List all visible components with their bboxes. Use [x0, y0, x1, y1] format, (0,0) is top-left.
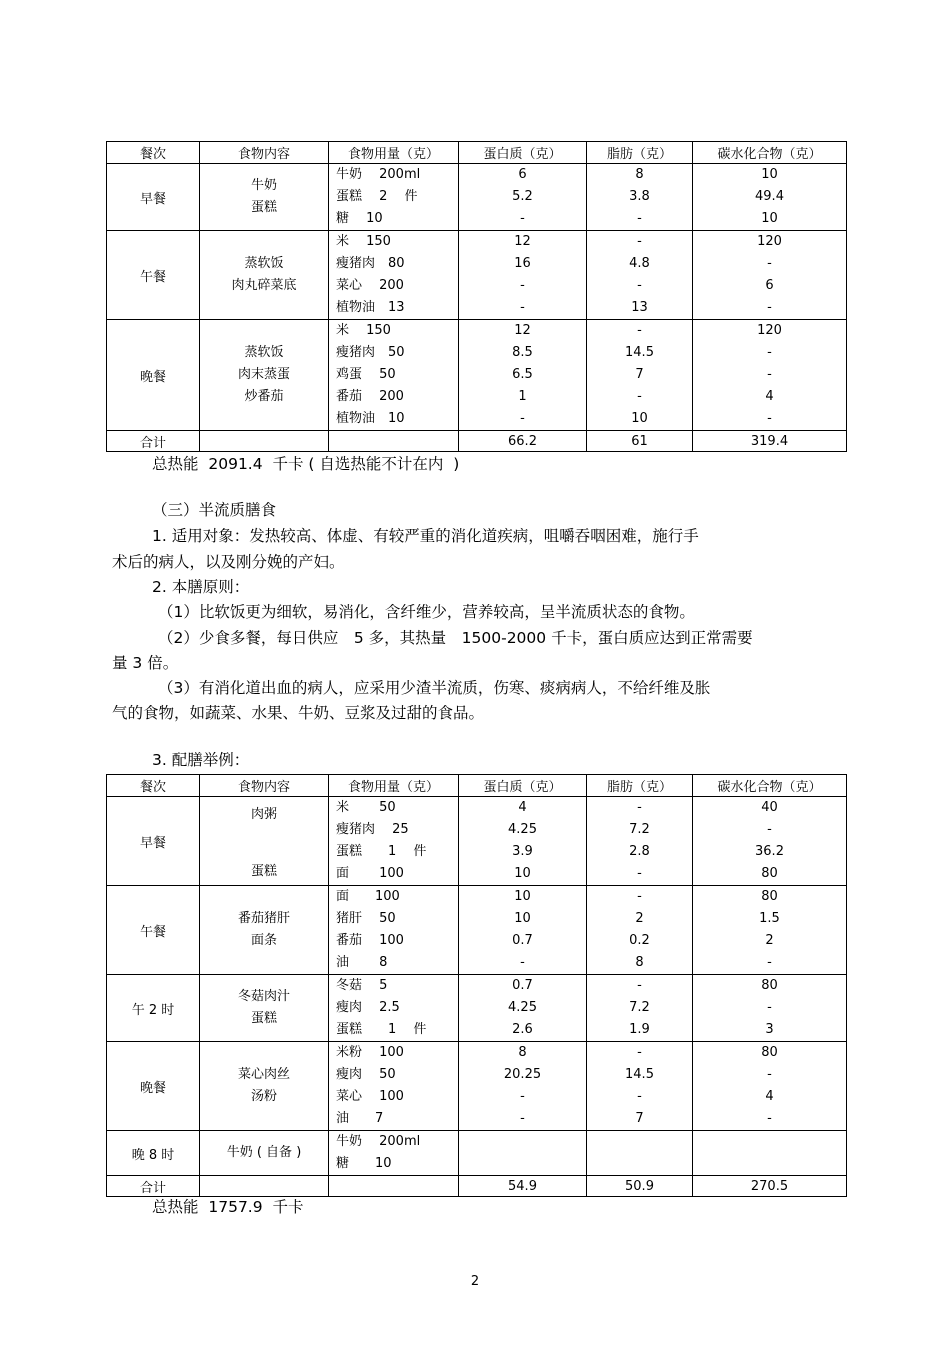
fat-stack — [587, 886, 692, 974]
meal-name: 午餐 — [107, 231, 200, 320]
protein-value: 10 — [514, 889, 531, 904]
protein-value: - — [520, 1111, 525, 1126]
fat-stack — [587, 1131, 692, 1175]
amount-value: 蛋糕 1 件 — [336, 1022, 427, 1037]
total-protein: 66.2 — [459, 431, 587, 452]
header-protein: 蛋白质（克） — [459, 775, 587, 797]
fat-value: - — [637, 234, 642, 249]
page-number: 2 — [470, 1274, 480, 1289]
carb-stack — [693, 1042, 846, 1130]
protein-cell — [459, 1042, 587, 1131]
carb-value: - — [767, 822, 772, 837]
carb-value: 3 — [765, 1022, 774, 1037]
rule-3-line-1: （3）有消化道出血的病人，应采用少渣半流质，伤寒、痰病病人，不给纤维及胀 — [158, 679, 711, 697]
diet-table-2 — [106, 774, 847, 1197]
meal-row — [107, 1042, 847, 1131]
protein-stack — [459, 975, 586, 1041]
carb-cell — [693, 1131, 847, 1176]
meal-row — [107, 231, 847, 320]
header-food: 食物内容 — [200, 775, 329, 797]
carb-stack — [693, 886, 846, 974]
carb-value: - — [767, 411, 772, 426]
amount-value: 菜心 100 — [336, 1089, 404, 1104]
energy-total-1: 总热能 2091.4 千卡 ( 自选热能不计在内 ) — [152, 455, 460, 473]
amount-value: 面 100 — [336, 889, 400, 904]
carb-stack — [693, 797, 846, 885]
fat-cell — [587, 320, 693, 431]
fat-value: - — [637, 278, 642, 293]
amount-value: 瘦猪肉 50 — [336, 345, 405, 360]
fat-value — [587, 1131, 692, 1153]
protein-value: 3.9 — [512, 844, 533, 859]
carb-value: 120 — [757, 323, 782, 338]
protein-value: 12 — [514, 323, 531, 338]
protein-value: 4.25 — [508, 1000, 537, 1015]
fat-value: 7.2 — [629, 1000, 650, 1015]
item-1-line-1: 1. 适用对象：发热较高、体虚、有较严重的消化道疾病，咀嚼吞咽困难，施行手 — [152, 527, 699, 545]
carb-value: - — [767, 1000, 772, 1015]
header-amount: 食物用量（克） — [329, 142, 459, 164]
fat-value: 7 — [635, 1111, 644, 1126]
protein-value: 4.25 — [508, 822, 537, 837]
fat-value: - — [637, 978, 642, 993]
fat-value: 10 — [631, 411, 648, 426]
amount-stack — [329, 320, 458, 430]
total-row — [107, 431, 847, 452]
carb-stack — [693, 975, 846, 1041]
carb-value: 6 — [765, 278, 774, 293]
food-item: 蛋糕 — [250, 1011, 277, 1026]
amount-value: 糖 10 — [336, 1156, 392, 1171]
meal-name: 晚餐 — [107, 320, 200, 431]
food-item: 蛋糕 — [250, 200, 277, 215]
food-list — [200, 175, 328, 219]
section-title: （三）半流质膳食 — [152, 501, 277, 519]
total-label: 合计 — [107, 431, 200, 452]
fat-value: - — [637, 1045, 642, 1060]
amount-value: 冬菇 5 — [336, 978, 388, 993]
meal-name: 早餐 — [107, 164, 200, 231]
amount-cell — [329, 1131, 459, 1176]
fat-value: 13 — [631, 300, 648, 315]
food-item: 牛奶 — [250, 178, 277, 193]
protein-cell — [459, 164, 587, 231]
carb-cell — [693, 886, 847, 975]
fat-value: - — [637, 323, 642, 338]
total-fat: 61 — [587, 431, 693, 452]
total-empty-amount — [329, 431, 459, 452]
rule-2-line-2: 量 3 倍。 — [112, 654, 179, 672]
fat-value: - — [637, 1089, 642, 1104]
amount-value: 牛奶 200ml — [336, 1134, 421, 1149]
fat-cell — [587, 164, 693, 231]
carb-value: 40 — [761, 800, 778, 815]
amount-value: 米 50 — [336, 800, 396, 815]
carb-cell — [693, 1042, 847, 1131]
protein-value: 2.6 — [512, 1022, 533, 1037]
meal-name: 午餐 — [107, 886, 200, 975]
food-list — [200, 253, 328, 297]
table-header-row — [107, 142, 847, 164]
header-carb: 碳水化合物（克） — [693, 775, 847, 797]
amount-stack — [329, 797, 458, 885]
carb-value: 10 — [761, 211, 778, 226]
protein-cell — [459, 231, 587, 320]
protein-cell — [459, 1131, 587, 1176]
amount-stack — [329, 886, 458, 974]
protein-value — [459, 1153, 586, 1175]
carb-value: - — [767, 367, 772, 382]
protein-value: - — [520, 955, 525, 970]
meal-foods — [200, 164, 329, 231]
meal-foods — [200, 975, 329, 1042]
amount-value: 瘦肉 2.5 — [336, 1000, 400, 1015]
food-item: 面条 — [250, 933, 277, 948]
amount-value: 面 100 — [336, 866, 404, 881]
amount-value: 瘦猪肉 25 — [336, 822, 409, 837]
amount-value: 米 150 — [336, 323, 391, 338]
fat-stack — [587, 1042, 692, 1130]
item-2: 2. 本膳原则： — [152, 578, 250, 596]
amount-value: 米 150 — [336, 234, 391, 249]
food-list — [200, 1064, 328, 1108]
rule-1: （1）比软饭更为细软，易消化，含纤维少，营养较高，呈半流质状态的食物。 — [158, 603, 695, 621]
fat-value — [587, 1153, 692, 1175]
food-list — [200, 342, 328, 408]
protein-value — [459, 1131, 586, 1153]
amount-value: 蛋糕 1 件 — [336, 844, 427, 859]
meal-foods — [200, 231, 329, 320]
amount-cell — [329, 975, 459, 1042]
carb-value: - — [767, 1067, 772, 1082]
protein-value: 6 — [518, 167, 527, 182]
fat-value: - — [637, 211, 642, 226]
protein-cell — [459, 886, 587, 975]
table-header-row — [107, 775, 847, 797]
food-item: 牛奶 ( 自备 ) — [226, 1145, 302, 1160]
header-carb: 碳水化合物（克） — [693, 142, 847, 164]
amount-stack — [329, 975, 458, 1041]
carb-value: 49.4 — [755, 189, 784, 204]
fat-cell — [587, 886, 693, 975]
meal-row — [107, 320, 847, 431]
rule-2-line-1: （2）少食多餐，每日供应 5 多，其热量 1500-2000 千卡，蛋白质应达到正常需要 — [158, 629, 753, 647]
protein-value: 10 — [514, 911, 531, 926]
protein-cell — [459, 797, 587, 886]
protein-value: 10 — [514, 866, 531, 881]
carb-value: 36.2 — [755, 844, 784, 859]
header-protein: 蛋白质（克） — [459, 142, 587, 164]
fat-value: - — [637, 889, 642, 904]
amount-cell — [329, 320, 459, 431]
meal-foods — [200, 1131, 329, 1176]
fat-cell — [587, 975, 693, 1042]
carb-value: - — [767, 955, 772, 970]
food-list — [200, 797, 328, 885]
total-empty-food — [200, 431, 329, 452]
protein-stack — [459, 231, 586, 319]
carb-value: 1.5 — [759, 911, 780, 926]
protein-value: - — [520, 411, 525, 426]
meal-name: 早餐 — [107, 797, 200, 886]
fat-cell — [587, 1131, 693, 1176]
food-list — [200, 908, 328, 952]
amount-value: 菜心 200 — [336, 278, 404, 293]
amount-value: 蛋糕 2 件 — [336, 189, 418, 204]
carb-cell — [693, 797, 847, 886]
carb-value: 4 — [765, 1089, 774, 1104]
meal-foods — [200, 886, 329, 975]
fat-value: 3.8 — [629, 189, 650, 204]
protein-value: 16 — [514, 256, 531, 271]
carb-stack — [693, 320, 846, 430]
meal-foods — [200, 797, 329, 886]
total-carb: 319.4 — [693, 431, 847, 452]
carb-value: 80 — [761, 1045, 778, 1060]
fat-value: 8 — [635, 167, 644, 182]
carb-value: - — [767, 256, 772, 271]
amount-value: 鸡蛋 50 — [336, 367, 396, 382]
carb-value: 4 — [765, 389, 774, 404]
amount-cell — [329, 886, 459, 975]
amount-stack — [329, 1131, 458, 1175]
fat-value: 2.8 — [629, 844, 650, 859]
fat-value: 4.8 — [629, 256, 650, 271]
fat-stack — [587, 797, 692, 885]
amount-stack — [329, 231, 458, 319]
protein-value: - — [520, 211, 525, 226]
meal-name: 晚餐 — [107, 1042, 200, 1131]
food-item: 汤粉 — [250, 1089, 277, 1104]
header-amount: 食物用量（克） — [329, 775, 459, 797]
protein-value: 0.7 — [512, 933, 533, 948]
protein-value: 8.5 — [512, 345, 533, 360]
rule-3-line-2: 气的食物，如蔬菜、水果、牛奶、豆浆及过甜的食品。 — [112, 704, 485, 722]
fat-stack — [587, 231, 692, 319]
carb-stack — [693, 231, 846, 319]
amount-cell — [329, 231, 459, 320]
total-label: 合计 — [107, 1176, 200, 1197]
protein-stack — [459, 1131, 586, 1175]
protein-value: 1 — [518, 389, 527, 404]
total-carb: 270.5 — [693, 1176, 847, 1197]
food-list — [200, 986, 328, 1030]
protein-value: - — [520, 300, 525, 315]
carb-value: - — [767, 300, 772, 315]
carb-cell — [693, 164, 847, 231]
food-item: 肉丸碎菜底 — [231, 278, 297, 293]
meal-name: 晚 8 时 — [107, 1131, 200, 1176]
protein-cell — [459, 975, 587, 1042]
carb-value: 80 — [761, 978, 778, 993]
fat-cell — [587, 1042, 693, 1131]
fat-value: - — [637, 866, 642, 881]
total-row — [107, 1176, 847, 1197]
header-food: 食物内容 — [200, 142, 329, 164]
meal-row — [107, 975, 847, 1042]
protein-value: 5.2 — [512, 189, 533, 204]
carb-stack — [693, 164, 846, 230]
protein-stack — [459, 886, 586, 974]
carb-value: - — [767, 1111, 772, 1126]
meal-row — [107, 1131, 847, 1176]
food-item: 蒸软饭 — [244, 256, 284, 271]
food-item: 冬菇肉汁 — [237, 989, 290, 1004]
amount-cell — [329, 1042, 459, 1131]
amount-value: 米粉 100 — [336, 1045, 404, 1060]
fat-value: 7.2 — [629, 822, 650, 837]
food-item: 肉粥 — [250, 807, 277, 822]
protein-value: - — [520, 278, 525, 293]
protein-stack — [459, 797, 586, 885]
header-meal: 餐次 — [107, 142, 200, 164]
amount-value: 猪肝 50 — [336, 911, 396, 926]
item-1-line-2: 术后的病人，以及刚分娩的产妇。 — [112, 553, 345, 571]
food-item: 肉末蒸蛋 — [237, 367, 290, 382]
protein-cell — [459, 320, 587, 431]
carb-value: 80 — [761, 866, 778, 881]
amount-stack — [329, 1042, 458, 1130]
food-item: 菜心肉丝 — [237, 1067, 290, 1082]
amount-cell — [329, 797, 459, 886]
protein-value: 0.7 — [512, 978, 533, 993]
carb-cell — [693, 320, 847, 431]
food-item: 番茄猪肝 — [237, 911, 290, 926]
fat-stack — [587, 320, 692, 430]
meal-foods — [200, 320, 329, 431]
food-item: 炒番茄 — [244, 389, 284, 404]
protein-stack — [459, 320, 586, 430]
fat-value: 7 — [635, 367, 644, 382]
amount-value: 糖 10 — [336, 211, 383, 226]
fat-value: - — [637, 800, 642, 815]
meal-row — [107, 797, 847, 886]
food-item: 蒸软饭 — [244, 345, 284, 360]
total-protein: 54.9 — [459, 1176, 587, 1197]
meal-row — [107, 886, 847, 975]
fat-stack — [587, 164, 692, 230]
protein-stack — [459, 1042, 586, 1130]
protein-value: 12 — [514, 234, 531, 249]
fat-value: 14.5 — [625, 1067, 654, 1082]
header-fat: 脂肪（克） — [587, 142, 693, 164]
protein-value: - — [520, 1089, 525, 1104]
protein-value: 8 — [518, 1045, 527, 1060]
carb-value: 2 — [765, 933, 774, 948]
fat-value: 1.9 — [629, 1022, 650, 1037]
protein-value: 4 — [518, 800, 527, 815]
carb-value — [693, 1131, 846, 1153]
amount-value: 油 8 — [336, 955, 388, 970]
carb-value: - — [767, 345, 772, 360]
amount-value: 番茄 200 — [336, 389, 404, 404]
total-empty-food — [200, 1176, 329, 1197]
total-fat: 50.9 — [587, 1176, 693, 1197]
carb-value: 10 — [761, 167, 778, 182]
carb-cell — [693, 975, 847, 1042]
fat-value: 2 — [635, 911, 644, 926]
energy-total-2: 总热能 1757.9 千卡 — [152, 1198, 304, 1216]
meal-name: 午 2 时 — [107, 975, 200, 1042]
amount-value: 植物油 10 — [336, 411, 405, 426]
meal-row — [107, 164, 847, 231]
diet-table-1 — [106, 141, 847, 452]
fat-stack — [587, 975, 692, 1041]
meal-foods — [200, 1042, 329, 1131]
amount-value: 植物油 13 — [336, 300, 405, 315]
amount-value: 瘦肉 50 — [336, 1067, 396, 1082]
fat-value: 14.5 — [625, 345, 654, 360]
carb-cell — [693, 231, 847, 320]
carb-value: 120 — [757, 234, 782, 249]
header-meal: 餐次 — [107, 775, 200, 797]
item-3: 3. 配膳举例： — [152, 751, 250, 769]
amount-stack — [329, 164, 458, 230]
fat-cell — [587, 231, 693, 320]
food-list — [200, 1142, 328, 1164]
amount-value: 油 7 — [336, 1111, 384, 1126]
fat-value: 0.2 — [629, 933, 650, 948]
fat-value: 8 — [635, 955, 644, 970]
amount-value: 番茄 100 — [336, 933, 404, 948]
fat-value: - — [637, 389, 642, 404]
food-item: 蛋糕 — [250, 864, 277, 879]
carb-value — [693, 1153, 846, 1175]
header-fat: 脂肪（克） — [587, 775, 693, 797]
amount-value: 牛奶 200ml — [336, 167, 421, 182]
protein-value: 6.5 — [512, 367, 533, 382]
fat-cell — [587, 797, 693, 886]
amount-cell — [329, 164, 459, 231]
protein-stack — [459, 164, 586, 230]
carb-value: 80 — [761, 889, 778, 904]
carb-stack — [693, 1131, 846, 1175]
protein-value: 20.25 — [503, 1067, 542, 1082]
amount-value: 瘦猪肉 80 — [336, 256, 405, 271]
total-empty-amount — [329, 1176, 459, 1197]
